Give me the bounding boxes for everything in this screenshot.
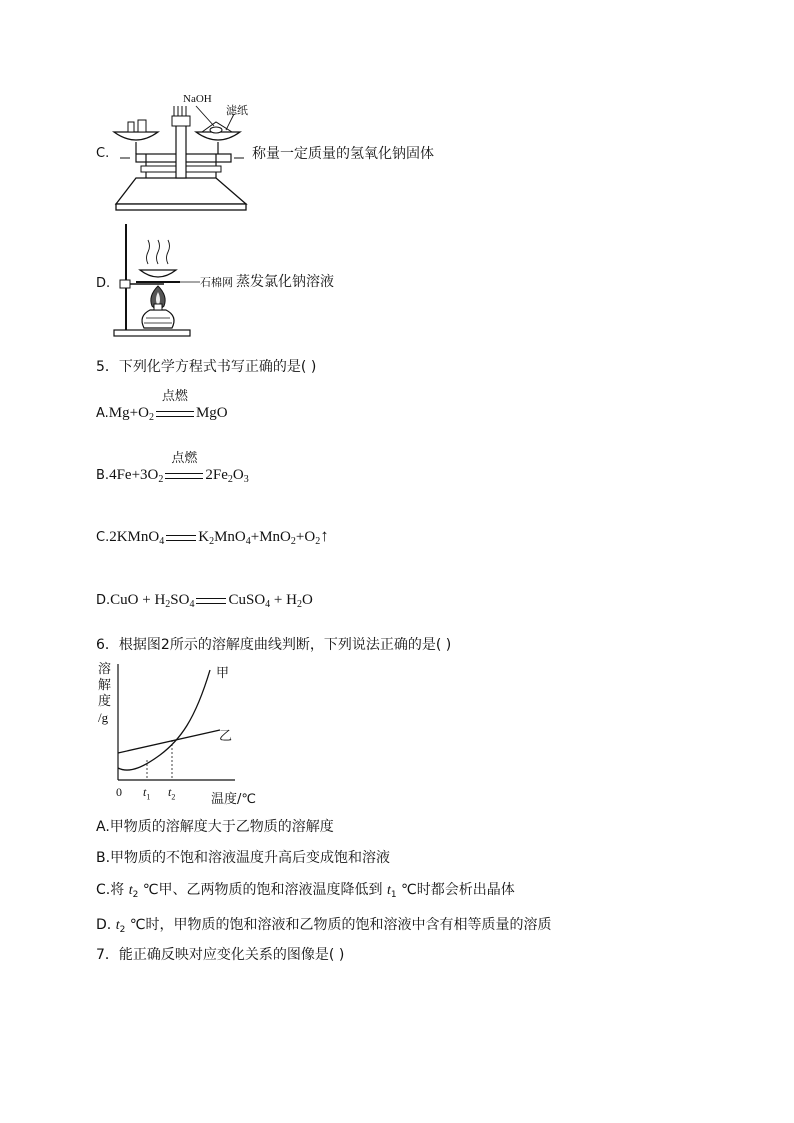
option-d-description: 蒸发氯化钠溶液 [236, 274, 334, 290]
q5-option-c[interactable] [96, 526, 329, 547]
option-c-description: 称量一定质量的氢氧化钠固体 [252, 146, 434, 162]
q5-b-condition: 点燃 [171, 451, 198, 467]
question-6-stem: 6．根据图2所示的溶解度曲线判断，下列说法正确的是( ) [96, 637, 452, 653]
label-naoh: NaOH [183, 93, 212, 105]
chart-ylabel: 溶 解 度 /g [98, 662, 112, 725]
q5-b-letter: B. [96, 468, 110, 483]
q5-b-equation: $4Fe+3O_2$ 点燃 $2Fe_2O_3$ [109, 467, 249, 483]
option-d-letter: D. [96, 276, 111, 291]
option-c-letter: C. [96, 146, 110, 161]
q5-d-letter: D. [96, 593, 111, 608]
q5-a-equation: $Mg+O_2$ 点燃 MgO [109, 405, 228, 421]
tick-t2: $t_2$ [168, 785, 176, 802]
series-label-yi: 乙 [219, 729, 233, 744]
q6-option-d[interactable]: D. $t_2$ ℃时，甲物质的饱和溶液和乙物质的饱和溶液中含有相等质量的溶质 [96, 917, 552, 935]
q5-option-d[interactable] [96, 589, 313, 610]
q5-option-b[interactable] [96, 451, 249, 485]
evaporation-illustration [108, 218, 200, 340]
q5-d-equation: CuO + $H_2SO_4$ CuSO$_4$ + $H_2O$ [110, 592, 313, 610]
question-7-stem: 7．能正确反映对应变化关系的图像是( ) [96, 947, 345, 963]
q5-option-a[interactable] [96, 389, 228, 423]
label-asbestos-gauze: 石棉网 [200, 276, 233, 289]
q5-c-letter: C. [96, 530, 110, 545]
label-filter-paper: 滤纸 [226, 104, 248, 117]
curve-jia [118, 670, 210, 770]
q6-option-a[interactable]: A.甲物质的溶解度大于乙物质的溶解度 [96, 819, 334, 835]
q6-option-c[interactable]: C.将 $t_2$ ℃甲、乙两物质的饱和溶液温度降低到 $t_1$ ℃时都会析出晶体 [96, 882, 515, 900]
chart-xlabel: 温度/℃ [211, 792, 256, 807]
origin-label: 0 [116, 785, 122, 799]
q5-c-equation: 2KMnO$_4$ $K_2MnO_4+MnO_2+O_2↑$ [109, 526, 329, 547]
q5-a-letter: A. [96, 406, 109, 421]
question-5-stem: 5．下列化学方程式书写正确的是( ) [96, 359, 317, 375]
series-label-jia: 甲 [216, 666, 230, 681]
q5-a-condition: 点燃 [161, 389, 188, 405]
tick-t1: $t_1$ [143, 785, 151, 802]
q6-option-b[interactable]: B.甲物质的不饱和溶液温度升高后变成饱和溶液 [96, 850, 391, 866]
curve-yi [118, 730, 220, 753]
